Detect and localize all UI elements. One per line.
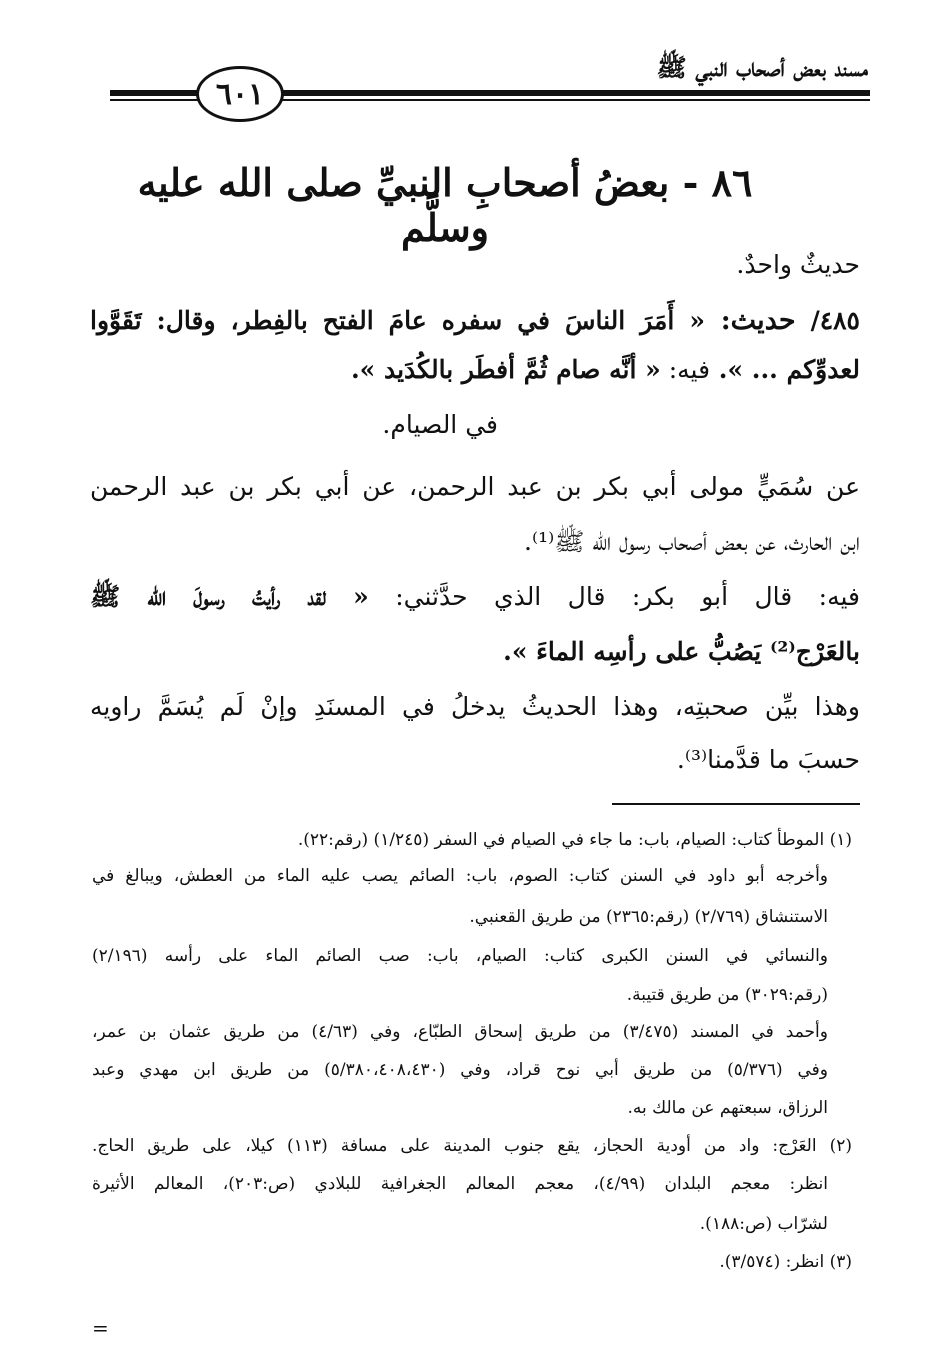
footnote-1-line-4: والنسائي في السنن الكبرى كتاب: الصيام، باب: صب الصائم الماء على رأسه (٢/١٩٦) [92,946,828,966]
hadith-text: « أَمَرَ الناسَ في سفره عامَ الفتح بالفِطر، وقال: تَقَوَّوا [90,306,705,335]
footnote-1-line-5: (رقم:٣٠٢٩) من طريق قتيبة. [626,985,828,1005]
footnote-1-line-6: وأحمد في المسند (٣/٤٧٥) من طريق إسحاق الطبّاع، وفي (٤/٦٣) من طريق عثمان بن عمر، [92,1022,828,1042]
fih-quote: « أنَّه صام ثُمَّ أفطَر بالكُدَيد ». [350,355,661,384]
fih-bold: « لقد رأيتُ رسولَ الله ﷺ [90,582,369,611]
footnote-2-line-3: لشرّاب (ص:١٨٨). [699,1214,828,1234]
hadith-number: ٤٨٥/ [795,306,860,335]
footnote-1-line-7: وفي (٥/٣٧٦) من طريق أبي نوح قراد، وفي (٥/٣٨٠،٤٠٨،٤٣٠) من طريق ابن مهدي وعبد [92,1060,828,1080]
hadith-line-2 [90,355,860,385]
footnote-1: (١) الموطأ كتاب: الصيام، باب: ما جاء في الصيام في السفر (١/٢٤٥) (رقم:٢٢). [297,830,852,850]
chapter-title: ٨٦ - بعضُ أصحابِ النبيِّ صلى الله عليه وسلَّم [137,160,753,250]
intro-line: حديثٌ واحدٌ. [736,250,860,279]
hadith-text-cont: لعدوِّكم ... ». [710,355,860,384]
footnote-2-line-2: انظر: معجم البلدان (٤/٩٩)، معجم المعالم الجغرافية للبلادي (ص:٢٠٣)، المعالم الأثيرة [92,1174,828,1194]
bottom-mark: = [92,1316,109,1340]
footnote-rule [612,803,860,805]
fih-plain: فيه: قال أبو بكر: قال الذي حدَّثني: [368,582,860,611]
isnad-line-1: عن سُمَيٍّ مولى أبي بكر بن عبد الرحمن، عن أبي بكر بن عبد الرحمن [90,472,860,501]
fih-line-1 [90,582,860,612]
running-header: مسند بعض أصحاب النبي ﷺ [656,53,868,82]
page-number [196,66,284,122]
page-number-text: ٦٠١ [215,76,265,112]
hadith-label: حديث: [705,305,796,336]
hadith-line-1 [90,305,860,337]
footnote-2: (٢) العَرْج: واد من أودية الحجاز، يقع جنوب المدينة على مسافة (١١٣) كيلا، على طريق الحاج. [92,1136,853,1156]
footnote-3: (٣) انظر: (٣/٥٧٤). [719,1252,852,1272]
section-label: في الصيام. [382,410,498,439]
fih-line-2: بالعَرْج⁽²⁾ يَصُبُّ على رأسِه الماءَ ». [503,637,860,666]
footnote-1-line-3: الاستنشاق (٢/٧٦٩) (رقم:٢٣٦٥) من طريق القعنبي. [469,907,828,927]
footnote-1-line-8: الرزاق، سبعتهم عن مالك به. [627,1098,828,1118]
comment-line-2: حسبَ ما قدَّمنا⁽³⁾. [676,745,860,774]
comment-line-1: وهذا بيِّن صحبتِه، وهذا الحديثُ يدخلُ في المسنَدِ وإنْ لَم يُسَمَّ راويه [90,692,860,721]
fih-label: فيه: [660,355,711,384]
isnad-line-2: ابن الحارث، عن بعض أصحاب رسول الله ﷺ⁽¹⁾. [524,527,860,556]
footnote-1-line-2: وأخرجه أبو داود في السنن كتاب: الصوم، باب: الصائم يصب عليه الماء من العطش، ويبالغ في [92,866,828,886]
